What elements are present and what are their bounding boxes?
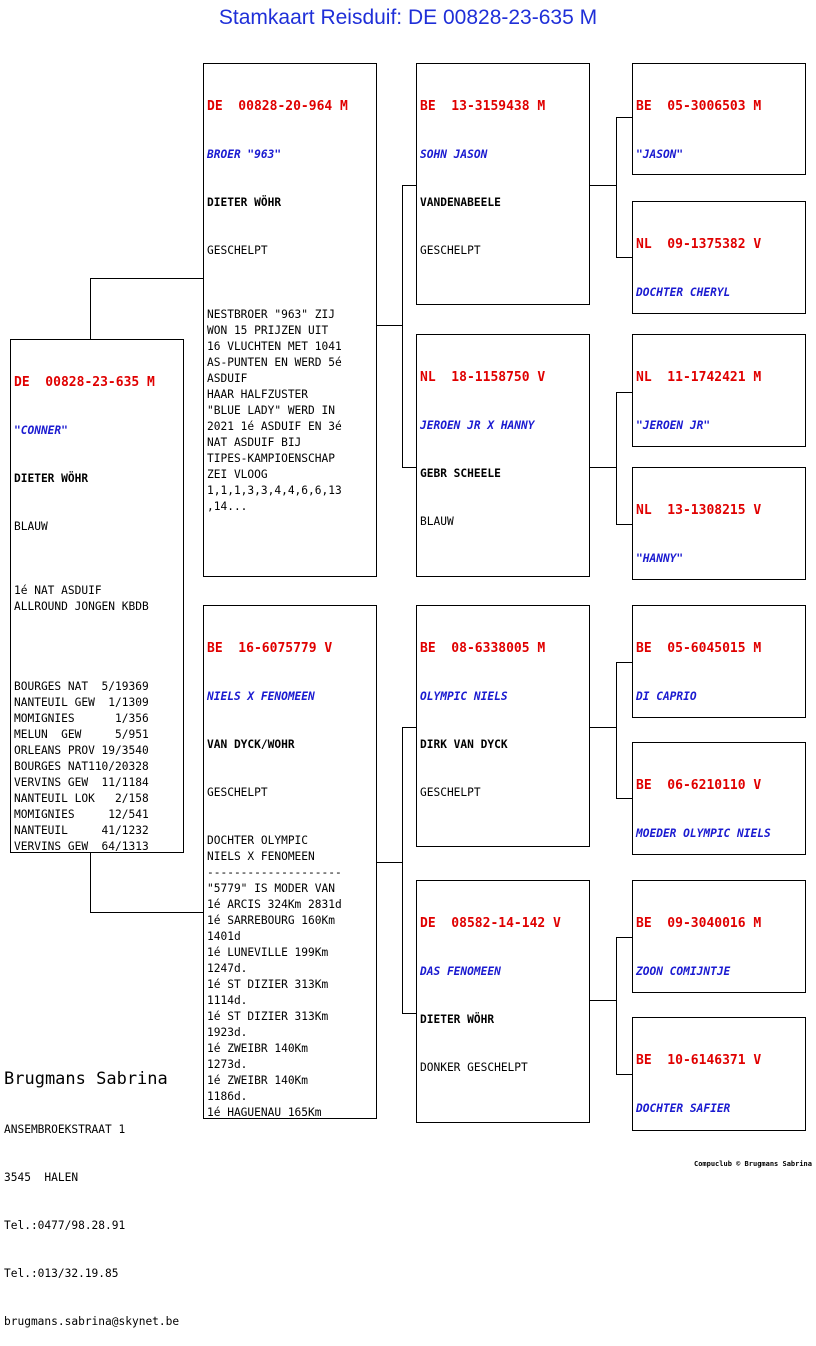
breeder-name: VAN DYCK/WOHR [207, 738, 295, 751]
feather-color: BLAUW [420, 515, 454, 528]
ring-number: DE 08582-14-142 V [420, 916, 561, 931]
pigeon-card-mmf [632, 880, 806, 993]
feather-color: DONKER GESCHELPT [420, 1061, 528, 1074]
pigeon-name: "CONNER" [14, 424, 68, 437]
connector-line [90, 278, 204, 279]
feather-color: GESCHELPT [207, 244, 268, 257]
pigeon-card-subject [10, 339, 184, 853]
connector-line [376, 325, 402, 326]
pigeon-card-mother [203, 605, 377, 1119]
pedigree-notes: GESCHELPT [207, 786, 268, 799]
connector-line [616, 117, 617, 257]
pigeon-card-father [203, 63, 377, 577]
pigeon-card-fmm [632, 467, 806, 580]
pigeon-card-ff [416, 63, 590, 305]
owner-phone: Tel.:0477/98.28.91 [4, 1219, 126, 1232]
pigeon-card-mf [416, 605, 590, 847]
ring-number: DE 00828-20-964 M [207, 99, 348, 114]
ring-number: NL 11-1742421 M [636, 370, 762, 385]
ring-number: BE 05-6045015 M [636, 641, 762, 656]
pigeon-name: SOHN JASON [420, 148, 488, 161]
pedigree-notes: 1é NAT ASDUIF ALLROUND JONGEN KBDB BOURGES NAT 5/19369 NANTEUIL GEW 1/1309 MOMIGNIES 1/356 MELUN GEW 5/951 ORLEANS PROV 19/3540 BOURGES NAT110/20328 VERVINS GEW 11/1184 NANTEUIL LOK 2/158 MOMIGNIES 12/541 NANTEUIL 41/1232 VERVINS GEW 64/1313 [14, 584, 149, 853]
owner-street: ANSEMBROEKSTRAAT 1 [4, 1123, 126, 1136]
pedigree-notes: NESTBROER "963" ZIJ WON 15 PRIJZEN UIT 16 VLUCHTEN MET 1041 AS-PUNTEN EN WERD 5é ASDUIF HAAR HALFZUSTER "BLUE LADY" WERD IN 2021 1é ASDUIF EN 3é NAT ASDUIF BIJ TIPES-KAMPIOENSCHAP ZEI VLOOG 1,1,1,3,3,4,4,6,6,13 ,14... [207, 308, 342, 513]
ring-number: BE 05-3006503 M [636, 99, 762, 114]
connector-line [616, 798, 633, 799]
connector-line [616, 662, 617, 798]
breeder-name: DIETER WÖHR [14, 472, 89, 485]
pigeon-card-fmf [632, 334, 806, 447]
owner-info [4, 1036, 179, 1346]
connector-line [616, 117, 633, 118]
pigeon-card-mfm [632, 742, 806, 855]
ring-number: BE 08-6338005 M [420, 641, 546, 656]
feather-color: BLAUW [14, 520, 48, 533]
pigeon-name: NIELS X FENOMEEN [207, 690, 315, 703]
owner-name: Brugmans Sabrina [4, 1069, 168, 1089]
feather-color: GESCHELPT [420, 244, 481, 257]
pigeon-name: OLYMPIC NIELS [420, 690, 508, 703]
connector-line [90, 852, 91, 912]
breeder-name: DIRK VAN DYCK [420, 738, 508, 751]
pigeon-card-fm [416, 334, 590, 577]
connector-line [402, 727, 403, 1013]
connector-line [402, 1013, 417, 1014]
pigeon-name: ZOON COMIJNTJE [636, 965, 731, 978]
connector-line [90, 278, 91, 340]
connector-line [616, 392, 633, 393]
connector-line [589, 727, 616, 728]
pigeon-name: DAS FENOMEEN [420, 965, 501, 978]
connector-line [402, 727, 417, 728]
pigeon-card-mmm [632, 1017, 806, 1131]
pigeon-name: "JEROEN JR" [636, 419, 711, 432]
breeder-name: DIETER WÖHR [420, 1013, 495, 1026]
owner-city: 3545 HALEN [4, 1171, 79, 1184]
ring-number: NL 09-1375382 V [636, 237, 762, 252]
connector-line [376, 862, 402, 863]
ring-number: BE 10-6146371 V [636, 1053, 762, 1068]
footer-credit: Compuclub © Brugmans Sabrina [693, 1160, 812, 1168]
connector-line [616, 257, 633, 258]
ring-number: BE 06-6210110 V [636, 778, 762, 793]
pedigree-notes: DOCHTER OLYMPIC NIELS X FENOMEEN -------------------- "5779" IS MODER VAN 1é ARCIS 324Km 2831d 1é SARREBOURG 160Km 1401d 1é LUNEVILLE 199Km 1247d. 1é ST DIZIER 313Km 1114d. 1é ST DIZIER 313Km 1923d. 1é ZWEIBR 140Km 1273d. 1é ZWEIBR 140Km 1186d. 1é HAGUENAU 165Km [207, 834, 342, 1119]
pigeon-card-mff [632, 605, 806, 718]
connector-line [616, 937, 617, 1074]
pigeon-name: MOEDER OLYMPIC NIELS [636, 827, 771, 840]
feather-color: GESCHELPT [420, 786, 481, 799]
pigeon-name: DOCHTER SAFIER [636, 1102, 731, 1115]
pigeon-name: BROER "963" [207, 148, 282, 161]
connector-line [402, 467, 417, 468]
connector-line [589, 185, 616, 186]
ring-number: DE 00828-23-635 M [14, 375, 155, 390]
ring-number: BE 09-3040016 M [636, 916, 762, 931]
pigeon-name: DOCHTER CHERYL [636, 286, 731, 299]
owner-email: brugmans.sabrina@skynet.be [4, 1315, 180, 1328]
breeder-name: GEBR SCHEELE [420, 467, 501, 480]
pigeon-name: "JASON" [636, 148, 684, 161]
connector-line [90, 912, 204, 913]
connector-line [402, 185, 403, 467]
pigeon-name: DI CAPRIO [636, 690, 697, 703]
connector-line [616, 662, 633, 663]
pigeon-card-ffm [632, 201, 806, 314]
ring-number: NL 13-1308215 V [636, 503, 762, 518]
connector-line [616, 1074, 633, 1075]
page-title: Stamkaart Reisduif: DE 00828-23-635 M [218, 6, 598, 29]
connector-line [402, 185, 417, 186]
pigeon-card-fff [632, 63, 806, 175]
pigeon-name: JEROEN JR X HANNY [420, 419, 535, 432]
pigeon-name: "HANNY" [636, 552, 684, 565]
breeder-name: VANDENABEELE [420, 196, 501, 209]
connector-line [616, 524, 633, 525]
breeder-name: DIETER WÖHR [207, 196, 282, 209]
ring-number: NL 18-1158750 V [420, 370, 546, 385]
connector-line [616, 392, 617, 524]
ring-number: BE 13-3159438 M [420, 99, 546, 114]
ring-number: BE 16-6075779 V [207, 641, 333, 656]
connector-line [589, 1000, 616, 1001]
owner-phone: Tel.:013/32.19.85 [4, 1267, 119, 1280]
pigeon-card-mm [416, 880, 590, 1123]
connector-line [616, 937, 633, 938]
connector-line [589, 467, 616, 468]
